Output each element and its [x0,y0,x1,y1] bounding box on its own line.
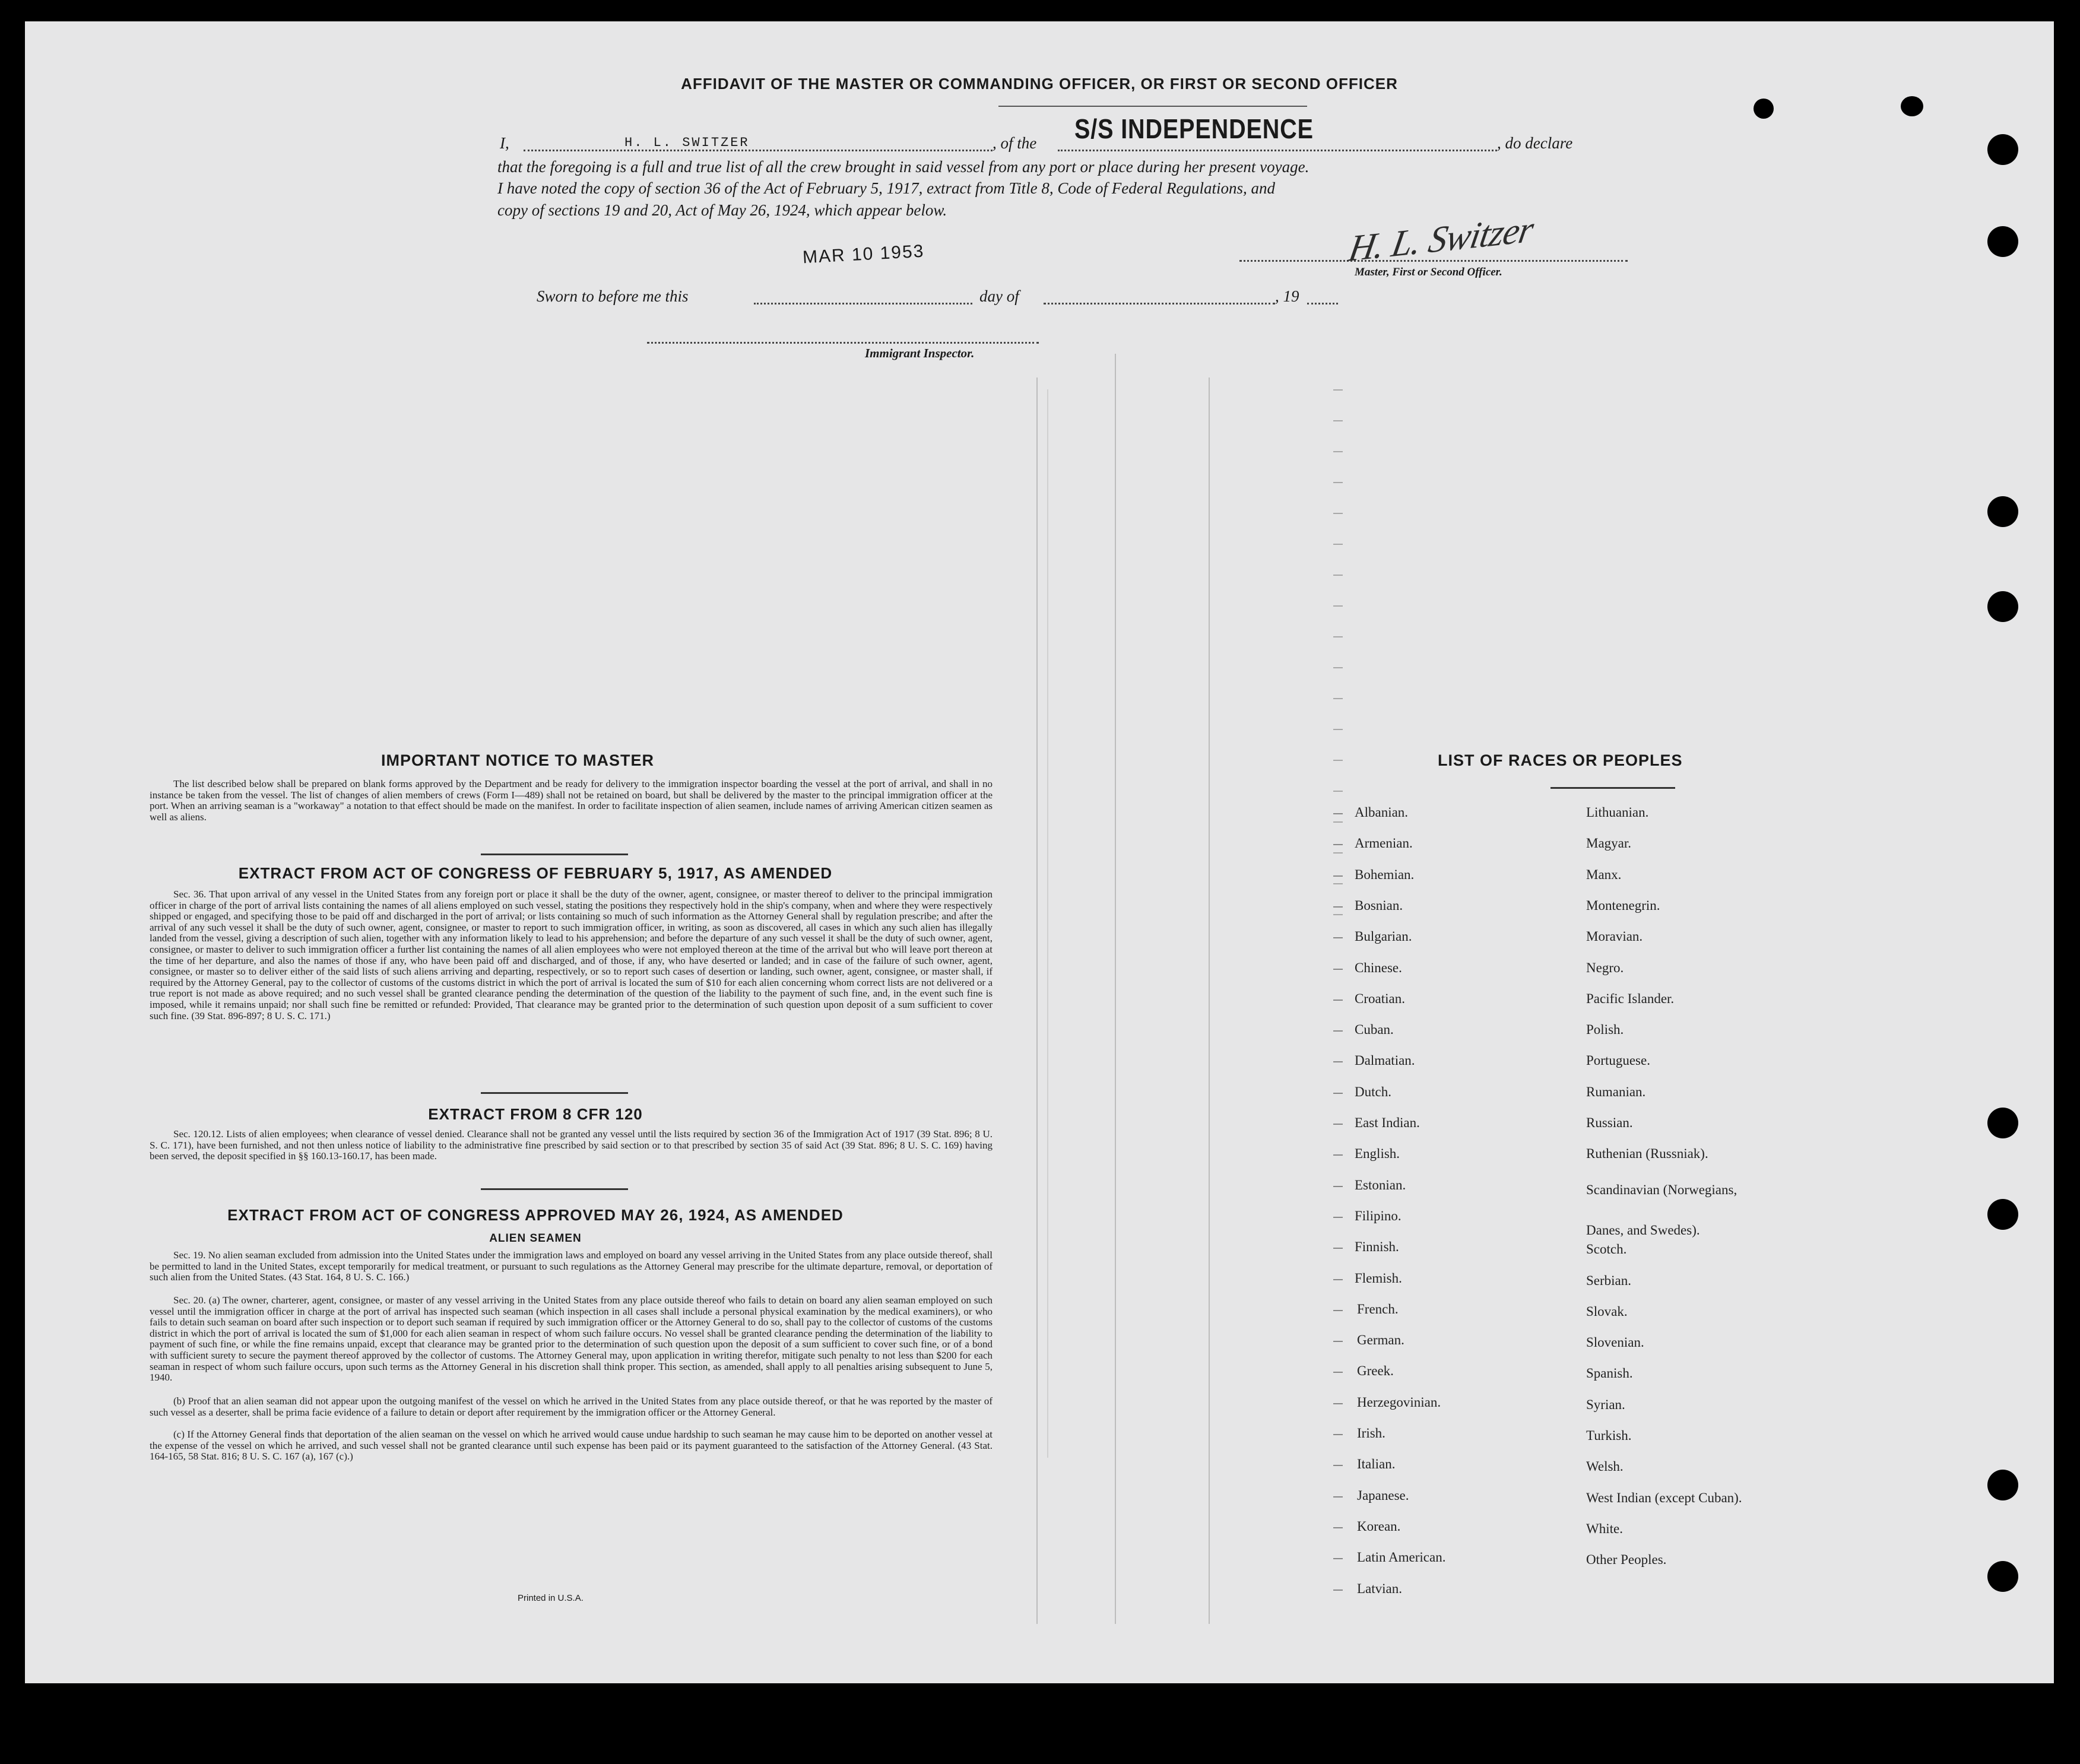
race-item: Danes, and Swedes). [1586,1222,1700,1238]
race-item: Montenegrin. [1586,897,1660,913]
margin-tick [1333,937,1343,938]
punch-hole [1987,226,2018,257]
race-item: Chinese. [1355,960,1402,975]
race-item: Slovenian. [1586,1335,1644,1350]
margin-tick [1333,544,1343,545]
margin-tick [1333,1341,1343,1342]
margin-tick [1333,575,1343,576]
sworn-label: Sworn to before me this [537,287,689,305]
race-item: Lithuanian. [1586,805,1649,820]
extract-1924-title: EXTRACT FROM ACT OF CONGRESS APPROVED MAY 26, 1924, AS AMENDED [227,1206,844,1224]
race-item: Albanian. [1355,805,1409,820]
race-item: Croatian. [1355,991,1405,1006]
race-item: Flemish. [1355,1270,1402,1286]
margin-tick [1333,729,1343,730]
margin-tick [1333,791,1343,792]
margin-tick [1333,813,1343,814]
margin-tick [1333,1527,1343,1528]
race-item: Cuban. [1355,1022,1394,1038]
affidavit-line-2: that the foregoing is a full and true list of all the crew brought in said vessel from any port or place during her present voyage. [497,158,1309,176]
race-item: Dutch. [1355,1084,1391,1099]
race-item: Finnish. [1355,1239,1399,1255]
margin-tick [1333,1186,1343,1187]
section-divider [481,1092,628,1094]
punch-hole [1987,134,2018,165]
race-item: Negro. [1586,960,1624,975]
margin-tick [1333,1248,1343,1249]
form-rule [1209,377,1210,1624]
punch-hole [1987,1470,2018,1500]
race-item: Syrian. [1586,1397,1625,1412]
date-stamp: MAR 10 1953 [802,241,925,268]
margin-tick [1333,1465,1343,1466]
extract-cfr-body: Sec. 120.12. Lists of alien employees; when clearance of vessel denied. Clearance shall not be granted any vessel until the lists required by section 36 of the Immigration Act of 1917 (39 Stat. 896; 8 U. S. C. 171), have been furnished, and not then unless notice of liability to the administrative fine prescribed by said section or to that prescribed by section 35 of said Act (39 Stat. 896; 8 U. S. C. 169) having been served, the deposit specified in §§ 160.13-160.17, has been made. [150,1128,993,1162]
notice-body: The list described below shall be prepared on blank forms approved by the Department and be ready for delivery to the immigration inspector boarding the vessel at the port of arrival, and shall in no instance be taken from the vessel. The list of changes of alien members of crews (Form I—489) shall not be retained on board, but shall be delivered by the master to the principal immigration officer at the port. When an arriving seaman is a "workaway" a notation to that effect should be made on the manifest. In order to facilitate inspection of alien seamen, include names of arriving American citizen seamen as well as aliens. [150,778,993,823]
race-item: Polish. [1586,1022,1624,1038]
race-item: Welsh. [1586,1459,1624,1474]
margin-tick [1333,760,1343,761]
margin-tick [1333,667,1343,668]
punch-hole [1987,1561,2018,1592]
race-item: Armenian. [1355,836,1413,851]
extract-1917-body: Sec. 36. That upon arrival of any vessel in the United States from any foreign port or place it shall be the duty of the owner, agent, consignee, or master thereof to deliver to the principal immigration officer in charge of the port of arrival lists containing the names of all aliens employed on such vessel, stating the positions they respectively hold in the ship's company, when and where they were respectively shipped or engaged, and specifying those to be paid off and discharged in the port of arrival; or lists containing so much of such information as the Attorney General shall by regulation prescribe; and after the arrival of any such vessel it shall be the duty of such owner, agent, consignee, or master to report to such immigration officer, in writing, as soon as discovered, all cases in which any such alien has illegally landed from the vessel, giving a description of such alien, together with any information likely to lead to his apprehension; and before the departure of any such vessel it shall be the duty of such owner, agent, consignee, or master to deliver to such immigration officer a further list containing the names of all alien employees who were not employed thereon at the time of the arrival but who will leave port thereon at the time of her departure, and also the names of those if any, who have been paid off and discharged, and of those, if any, who have deserted or landed; and in case of the failure of such owner, agent, consignee, or master so to deliver either of the said lists of such aliens arriving and departing, respectively, or so to report such cases of desertion or landing, such owner, agent, consignee, or master shall, if required by the Attorney General, pay to the collector of customs of the customs district in which the port of arrival is located the sum of $10 for each alien concerning whom correct lists are not delivered or a true report is not made as above required; and no such vessel shall be granted clearance pending the determination of the question of the liability to the payment of such fine, and, in the event such fine is imposed, while it remains unpaid; nor shall such fine be remitted or refunded: Provided, That clearance may be granted prior to the determination of such question upon deposit of a sum sufficient to cover such fine. (39 Stat. 896-897; 8 U. S. C. 171.) [150,889,993,1021]
extract-cfr-title: EXTRACT FROM 8 CFR 120 [428,1105,643,1123]
margin-tick [1333,482,1343,483]
race-item: Greek. [1357,1363,1394,1379]
i-label: I, [500,134,509,152]
margin-tick [1333,1589,1343,1591]
race-item: French. [1357,1301,1399,1316]
races-title: LIST OF RACES OR PEOPLES [1438,751,1683,769]
printed-in-usa: Printed in U.S.A. [518,1593,584,1603]
race-item: Herzegovinian. [1357,1394,1441,1410]
vessel-rule [998,106,1307,107]
race-item: Irish. [1357,1426,1385,1441]
race-item: Rumanian. [1586,1084,1646,1099]
margin-tick [1333,1434,1343,1435]
race-item: Moravian. [1586,929,1643,944]
margin-tick [1333,844,1343,845]
margin-tick [1333,1124,1343,1125]
inspector-caption: Immigrant Inspector. [865,346,975,360]
inspector-signature-line [647,342,1039,344]
race-item: Bulgarian. [1355,929,1412,944]
document-page [25,21,2054,1683]
master-name: H. L. SWITZER [624,135,750,150]
race-item: West Indian (except Cuban). [1586,1490,1742,1505]
race-item: Scotch. [1586,1242,1627,1257]
race-item: Ruthenian (Russniak). [1586,1146,1708,1162]
margin-tick [1333,821,1343,823]
form-rule [1115,354,1116,1624]
margin-tick [1333,1496,1343,1498]
race-item: Japanese. [1357,1487,1409,1503]
race-item: Spanish. [1586,1366,1633,1381]
punch-hole [1987,1199,2018,1230]
section-divider [481,1188,628,1190]
race-item: Magyar. [1586,836,1632,851]
section-divider [1551,787,1675,789]
margin-tick [1333,389,1343,391]
race-item: German. [1357,1332,1404,1348]
of-the-label: , of the [993,134,1037,152]
race-item: Manx. [1586,867,1622,882]
margin-tick [1333,605,1343,607]
name-dotted-line [524,150,993,151]
margin-tick [1333,636,1343,637]
margin-tick [1333,513,1343,514]
margin-tick [1333,875,1343,877]
race-item: Scandinavian (Norwegians, [1586,1182,1737,1197]
affidavit-title: AFFIDAVIT OF THE MASTER OR COMMANDING OFFICER, OR FIRST OR SECOND OFFICER [681,75,1398,93]
vessel-dotted-line [1058,150,1497,151]
race-item: English. [1355,1146,1400,1162]
race-item: Dalmatian. [1355,1053,1415,1068]
margin-tick [1333,1310,1343,1311]
year-label: , 19 [1275,287,1299,305]
margin-tick [1333,1403,1343,1404]
form-rule [1047,389,1048,1458]
race-item: Russian. [1586,1115,1633,1130]
margin-tick [1333,969,1343,970]
section-divider [481,854,628,855]
race-item: Bosnian. [1355,897,1403,913]
signature-caption: Master, First or Second Officer. [1355,266,1502,278]
sworn-day-line [754,303,972,304]
extract-1924-sec19: Sec. 19. No alien seaman excluded from admission into the United States under the immigration laws and employed on board any vessel arriving in the United States from any place outside thereof, shall be permitted to land in the United States, except temporarily for medical treatment, or pursuant to such regulations as the Attorney General may prescribe for the ultimate departure, removal, or deportation of such alien from the United States. (43 Stat. 164, 8 U. S. C. 166.) [150,1249,993,1283]
sworn-month-line [1044,303,1275,304]
margin-tick [1333,906,1343,908]
margin-tick [1333,698,1343,699]
extract-1924-subtitle: ALIEN SEAMEN [489,1232,582,1245]
margin-tick [1333,914,1343,915]
extract-1924-sec20a: Sec. 20. (a) The owner, charterer, agent, consignee, or master of any vessel arriving in the United States from any place outside thereof who fails to detain on board any alien seaman employed on such vessel until the immigration officer in charge at the port of arrival has inspected such seaman (which inspection in all cases shall include a personal physical examination by the medical examiners), or who fails to detain such seaman on board after such inspection or to deport such seaman if required by such immigration officer or the Attorney General to do so, shall pay to the collector of customs of the customs district in which the port of arrival is located the sum of $1,000 for each alien seaman in respect of whom such failure occurs. No vessel shall be granted clearance pending the determination of the liability to payment of such fine, or while the fine remains unpaid, except that clearance may be granted prior to the determination of such question upon the deposit of a sum sufficient to cover such fine, or of a bond with sufficient surety to secure the payment thereof approved by the collector of customs. The Attorney General may, upon application in writing therefor, mitigate such penalty to not less than $200 for each seaman in respect of whom such failure occurs, upon such terms as the Attorney General in his discretion shall think proper. This section, as amended, shall apply to all penalties arising subsequent to June 5, 1940. [150,1295,993,1384]
margin-tick [1333,1061,1343,1062]
margin-tick [1333,1372,1343,1373]
signature: H. L. Switzer [1345,208,1537,270]
affidavit-line-4: copy of sections 19 and 20, Act of May 26, 1924, which appear below. [497,201,947,219]
margin-tick [1333,1030,1343,1032]
margin-tick [1333,883,1343,884]
margin-tick [1333,1558,1343,1559]
race-item: Estonian. [1355,1177,1406,1192]
extract-1924-sec20c: (c) If the Attorney General finds that deportation of the alien seaman on the vessel on which he arrived would cause undue hardship to such seaman he may cause him to be deported on another vessel at the expense of the vessel on which he arrived, and such vessel shall not be granted clearance until such expense has been paid or its payment guaranteed to the satisfaction of the Attorney General. (43 Stat. 164-165, 58 Stat. 816; 8 U. S. C. 167 (a), 167 (c).) [150,1429,993,1462]
punch-hole [1987,591,2018,622]
punch-hole [1901,96,1923,116]
margin-tick [1333,1000,1343,1001]
margin-tick [1333,852,1343,854]
race-item: Pacific Islander. [1586,991,1675,1006]
race-item: White. [1586,1521,1623,1536]
do-declare-label: , do declare [1497,134,1573,152]
race-item: Korean. [1357,1518,1401,1534]
margin-tick [1333,1154,1343,1156]
margin-tick [1333,451,1343,452]
race-item: Portuguese. [1586,1053,1650,1068]
sworn-year-line [1307,303,1338,304]
punch-hole [1754,99,1774,119]
race-item: Slovak. [1586,1303,1628,1319]
extract-1924-sec20b: (b) Proof that an alien seaman did not appear upon the outgoing manifest of the vessel on which he arrived in the United States from any place outside thereof, or that he was reported by the master of such vessel as a deserter, shall be prima facie evidence of a failure to detain or deport after requirement by the immigration officer or the Attorney General. [150,1395,993,1418]
notice-title: IMPORTANT NOTICE TO MASTER [381,751,654,769]
punch-hole [1987,496,2018,527]
race-item: Bohemian. [1355,867,1415,882]
form-rule [1036,377,1038,1624]
margin-tick [1333,1279,1343,1280]
vessel-name: S/S INDEPENDENCE [1074,113,1314,144]
race-item: Serbian. [1586,1273,1632,1288]
extract-1917-title: EXTRACT FROM ACT OF CONGRESS OF FEBRUARY 5, 1917, AS AMENDED [238,864,833,882]
affidavit-line-3: I have noted the copy of section 36 of the Act of February 5, 1917, extract from Title 8, Code of Federal Regulations, and [497,179,1276,197]
race-item: Italian. [1357,1457,1396,1472]
margin-tick [1333,420,1343,421]
race-item: Other Peoples. [1586,1552,1667,1568]
punch-hole [1987,1108,2018,1138]
race-item: Filipino. [1355,1208,1402,1223]
margin-tick [1333,1093,1343,1094]
race-item: Latin American. [1357,1550,1446,1565]
day-of-label: day of [979,287,1019,305]
margin-tick [1333,1217,1343,1218]
race-item: Turkish. [1586,1428,1632,1443]
race-item: East Indian. [1355,1115,1420,1130]
race-item: Latvian. [1357,1581,1402,1596]
